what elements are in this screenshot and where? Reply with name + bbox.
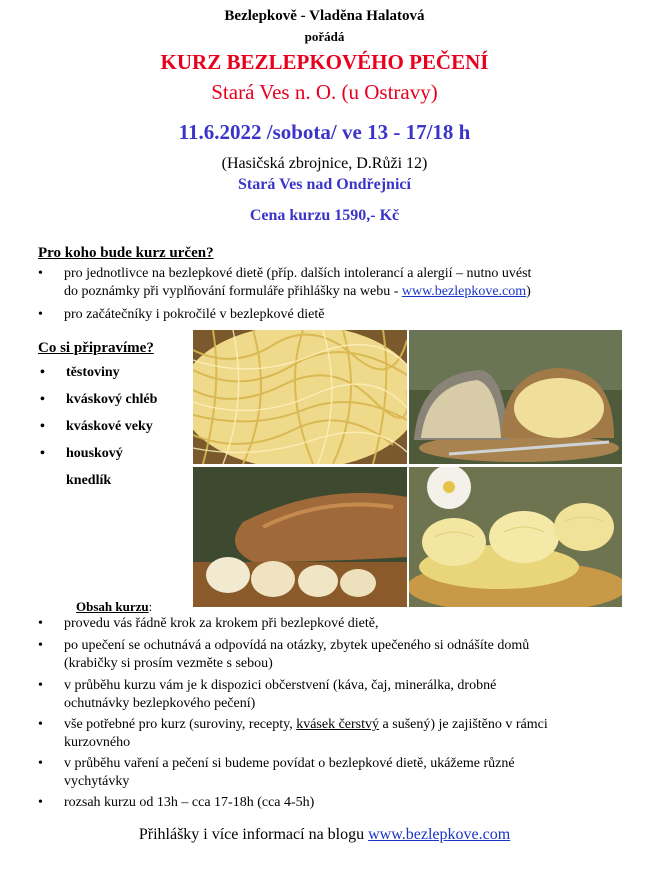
menu-heading: Co si připravíme? xyxy=(38,340,154,356)
sourdough-underlined: kvásek čerstvý xyxy=(296,717,380,732)
content-item-text: v průběhu kurzu vám je k dispozici občerstvení (káva, čaj, minerálka, drobné xyxy=(64,678,497,693)
menu-item-label: knedlík xyxy=(66,473,112,488)
course-town: Stará Ves nad Ondřejnicí xyxy=(238,176,411,193)
content-item-text: po upečení se ochutnává a odpovídá na otázky, zbytek upečeného si odnášíte domů xyxy=(64,638,530,653)
audience-item xyxy=(38,306,358,324)
content-heading-colon: : xyxy=(148,599,153,614)
content-item xyxy=(38,615,628,633)
content-item xyxy=(38,716,628,752)
content-item-text: provedu vás řádně krok za krokem při bezlepkové dietě, xyxy=(64,616,379,631)
audience-heading: Pro koho bude kurz určen? xyxy=(38,245,214,261)
content-item xyxy=(38,677,628,713)
pasta-photo xyxy=(193,330,407,464)
bullet-icon: • xyxy=(38,756,43,771)
content-item-text-2: (krabičky si prosím vezměte s sebou) xyxy=(64,656,273,671)
footer-blog-link[interactable]: www.bezlepkove.com xyxy=(368,826,511,843)
audience-item-text: pro začátečníky i pokročilé v bezlepkové dietě xyxy=(64,307,325,322)
menu-item-label: houskový xyxy=(66,446,123,461)
bullet-icon: • xyxy=(38,795,43,810)
content-item xyxy=(38,755,628,791)
bullet-icon: • xyxy=(38,638,43,653)
content-item-text: rozsah kurzu od 13h – cca 17-18h (cca 4-5h) xyxy=(64,795,315,810)
footer-text: Přihlášky i více informací na blogu xyxy=(138,826,369,843)
bullet-icon: • xyxy=(38,717,43,732)
content-heading-wrap xyxy=(76,599,152,615)
content-item-text: v průběhu vaření a pečení si budeme povídat o bezlepkové dietě, ukážeme různé xyxy=(64,756,515,771)
course-price: Cena kurzu 1590,- Kč xyxy=(249,207,400,224)
blog-link[interactable]: www.bezlepkove.com xyxy=(401,284,527,299)
course-title: KURZ BEZLEPKOVÉHO PEČENÍ xyxy=(160,50,489,74)
content-item xyxy=(38,637,628,673)
bullet-icon: • xyxy=(40,446,45,461)
bullet-icon: • xyxy=(40,365,45,380)
bullet-icon: • xyxy=(38,307,43,322)
bread-photo xyxy=(409,330,622,464)
bullet-icon: • xyxy=(40,419,45,434)
audience-item-suffix: ) xyxy=(526,284,531,299)
course-place: Stará Ves n. O. (u Ostravy) xyxy=(211,80,438,104)
footer xyxy=(0,826,649,844)
content-item-text: vše potřebné pro kurz (suroviny, recepty, xyxy=(64,717,297,732)
content-item-text-2: vychytávky xyxy=(64,774,130,789)
presents: pořádá xyxy=(304,29,345,44)
content-item-text-2: ochutnávky bezlepkového pečení) xyxy=(64,696,256,711)
course-date: 11.6.2022 /sobota/ ve 13 - 17/18 h xyxy=(178,120,471,144)
bullet-icon: • xyxy=(38,678,43,693)
dumpling-photo xyxy=(409,467,622,607)
content-item-text-2: kurzovného xyxy=(64,735,131,750)
menu-item-label: kváskový chléb xyxy=(66,392,158,407)
menu-item-label: kváskové veky xyxy=(66,419,153,434)
baguette-photo xyxy=(193,467,407,607)
bullet-icon: • xyxy=(38,266,43,281)
bullet-icon: • xyxy=(40,392,45,407)
menu-item-label: těstoviny xyxy=(66,365,120,380)
audience-item xyxy=(38,265,628,301)
content-heading: Obsah kurzu xyxy=(76,599,149,614)
organizer: Bezlepkově - Vladěna Halatová xyxy=(224,8,425,24)
bullet-icon: • xyxy=(38,616,43,631)
content-item xyxy=(38,794,628,812)
audience-item-text: pro jednotlivce na bezlepkové dietě (příp. dalších intolerancí a alergií – nutno uvést xyxy=(64,266,532,281)
audience-item-text-2: do poznámky při vyplňování formuláře přihlášky na webu - xyxy=(64,284,402,299)
course-venue: (Hasičská zbrojnice, D.Růži 12) xyxy=(221,155,428,172)
content-item-text-cont: a sušený) je zajištěno v rámci xyxy=(379,717,548,732)
